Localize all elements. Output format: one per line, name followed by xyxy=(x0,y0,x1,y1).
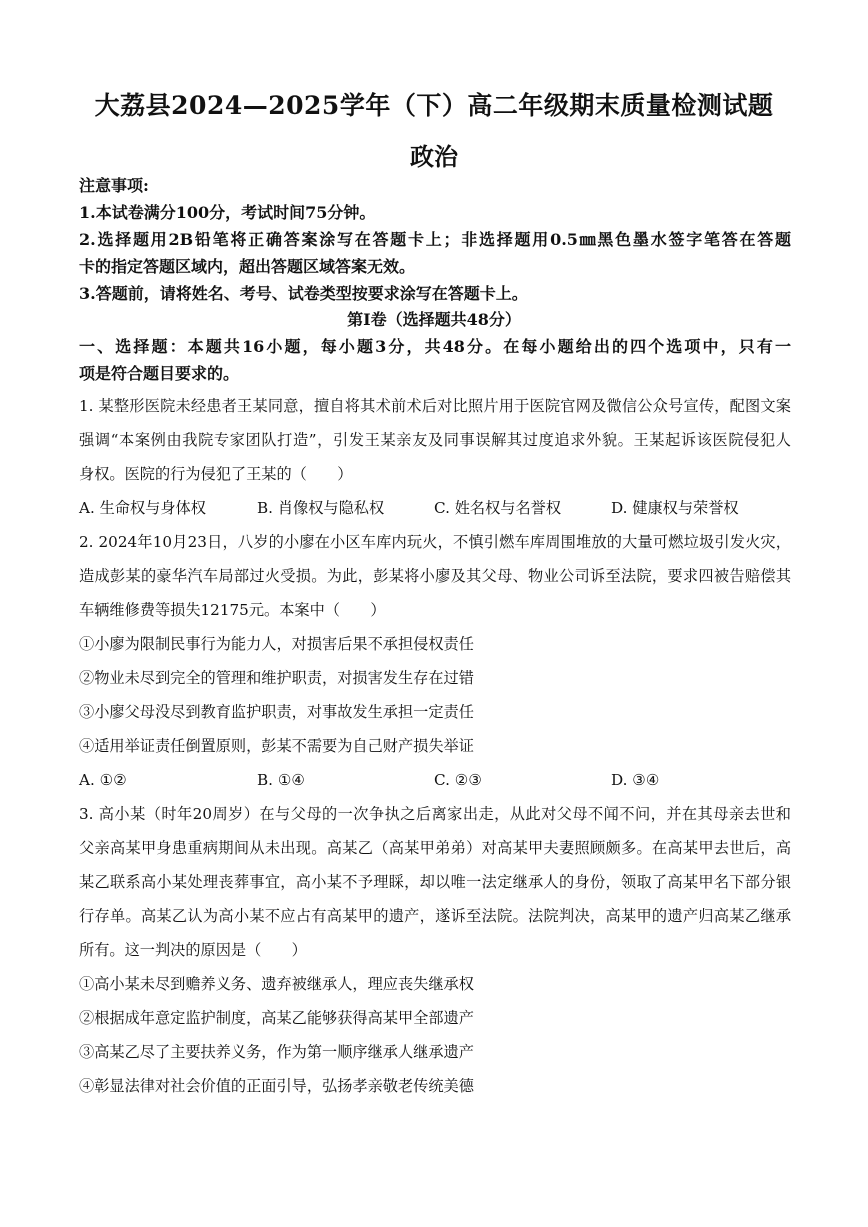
question-1-stem: 身权。医院的行为侵犯了王某的（ ） xyxy=(79,465,353,483)
question-3-statement: ②根据成年意定监护制度，高某乙能够获得高某甲全部遗产 xyxy=(79,1009,474,1027)
section-title: 第Ⅰ卷（选择题共48分） xyxy=(347,310,521,329)
exam-title: 大荔县2024—2025学年（下）高二年级期末质量检测试题 xyxy=(94,91,774,120)
question-1-stem: 1. 某整形医院未经患者王某同意，擅自将其术前术后对比照片用于医院官网及微信公众号宣传，配图文案 xyxy=(79,397,791,415)
question-2-statement: ③小廖父母没尽到教育监护职责，对事故发生承担一定责任 xyxy=(79,703,474,721)
question-2-option-b: B. ①④ xyxy=(257,771,306,789)
section-instruction: 一、选择题：本题共16小题，每小题3分，共48分。在每小题给出的四个选项中，只有一 xyxy=(79,337,791,356)
question-2-stem: 造成彭某的豪华汽车局部过火受损。为此，彭某将小廖及其父母、物业公司诉至法院，要求四被告赔偿其 xyxy=(79,567,791,585)
question-3-statement: ③高某乙尽了主要扶养义务，作为第一顺序继承人继承遗产 xyxy=(79,1043,474,1061)
question-3-stem: 所有。这一判决的原因是（ ） xyxy=(79,941,307,959)
subject-title: 政治 xyxy=(410,142,458,171)
question-2-stem: 2. 2024年10月23日，八岁的小廖在小区车库内玩火，不慎引燃车库周围堆放的大量可燃垃圾引发火灾， xyxy=(79,533,791,551)
notice-item: 2.选择题用2B铅笔将正确答案涂写在答题卡上；非选择题用0.5㎜黑色墨水签字笔答在答题 xyxy=(79,230,791,249)
question-2-stem: 车辆维修费等损失12175元。本案中（ ） xyxy=(79,601,386,619)
question-3-statement: ①高小某未尽到赡养义务、遗弃被继承人，理应丧失继承权 xyxy=(79,975,474,993)
question-2-option-d: D. ③④ xyxy=(611,771,660,789)
section-instruction: 项是符合题目要求的。 xyxy=(79,364,240,383)
question-1-stem: 强调“本案例由我院专家团队打造”，引发王某亲友及同事误解其过度追求外貌。王某起诉该医院侵犯人 xyxy=(79,431,791,449)
question-3-statement: ④彰显法律对社会价值的正面引导，弘扬孝亲敬老传统美德 xyxy=(79,1077,474,1095)
question-2-statement: ④适用举证责任倒置原则，彭某不需要为自己财产损失举证 xyxy=(79,737,474,755)
question-1-option-b: B. 肖像权与隐私权 xyxy=(257,499,385,517)
notice-heading: 注意事项: xyxy=(79,176,149,195)
question-3-stem: 行存单。高某乙认为高小某不应占有高某甲的遗产，遂诉至法院。法院判决，高某甲的遗产归高某乙继承 xyxy=(79,907,791,925)
question-3-stem: 3. 高小某（时年20周岁）在与父母的一次争执之后离家出走，从此对父母不闻不问，并在其母亲去世和 xyxy=(79,805,791,823)
question-1-option-d: D. 健康权与荣誉权 xyxy=(611,499,739,517)
notice-item: 3.答题前，请将姓名、考号、试卷类型按要求涂写在答题卡上。 xyxy=(79,284,528,303)
question-2-statement: ②物业未尽到完全的管理和维护职责，对损害发生存在过错 xyxy=(79,669,474,687)
question-2-option-a: A. ①② xyxy=(79,771,127,789)
notice-item: 1.本试卷满分100分，考试时间75分钟。 xyxy=(79,203,376,222)
question-3-stem: 父亲高某甲身患重病期间从未出现。高某乙（高某甲弟弟）对高某甲夫妻照顾颇多。在高某甲去世后，高 xyxy=(79,839,791,857)
question-1-option-c: C. 姓名权与名誉权 xyxy=(434,499,562,517)
question-3-stem: 某乙联系高小某处理丧葬事宜，高小某不予理睬，却以唯一法定继承人的身份，领取了高某甲名下部分银 xyxy=(79,873,791,891)
question-2-option-c: C. ②③ xyxy=(434,771,482,789)
question-1-option-a: A. 生命权与身体权 xyxy=(79,499,206,517)
question-2-statement: ①小廖为限制民事行为能力人，对损害后果不承担侵权责任 xyxy=(79,635,474,653)
notice-item: 卡的指定答题区域内，超出答题区域答案无效。 xyxy=(79,257,416,276)
